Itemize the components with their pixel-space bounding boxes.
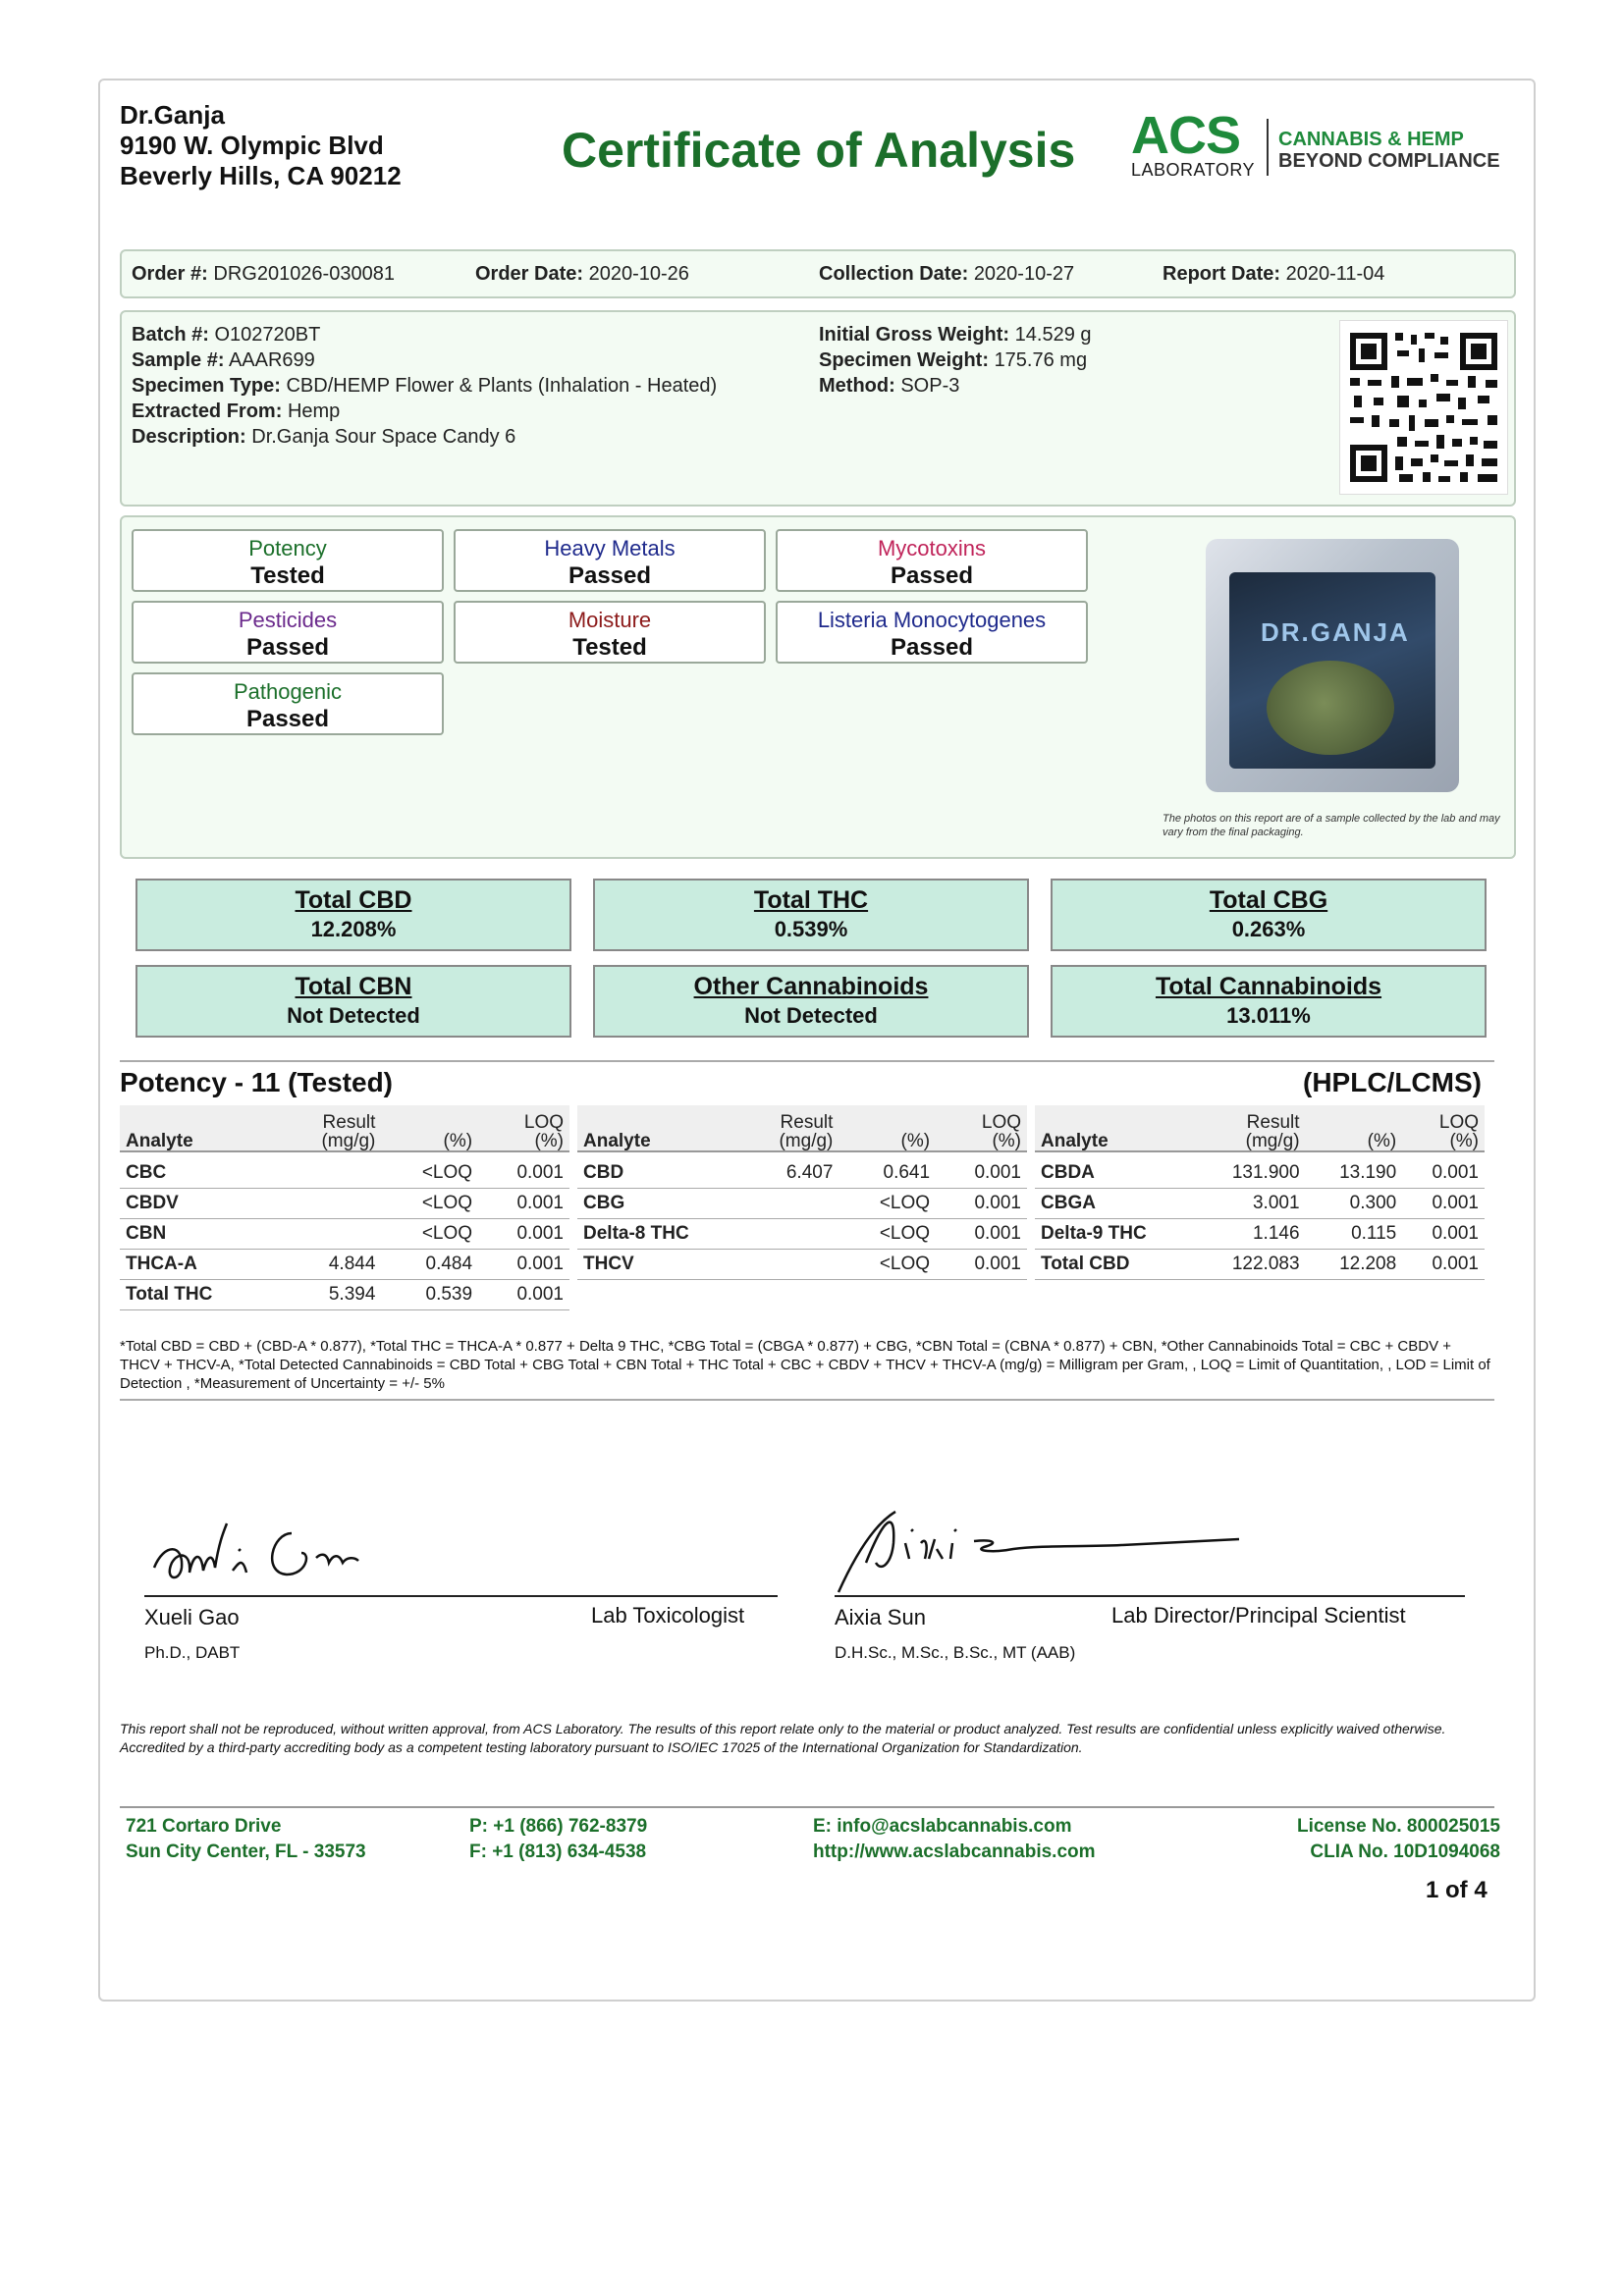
order-date <box>475 263 689 286</box>
clia-number: CLIA No. 10D1094068 <box>1310 1842 1500 1862</box>
summary-title: Total CBG <box>1209 886 1328 914</box>
table-row: CBD 6.407 0.641 0.001 <box>577 1151 1027 1189</box>
test-status: Passed <box>245 634 330 661</box>
batch-value: O102720BT <box>214 324 321 346</box>
test-name: Moisture <box>568 608 652 632</box>
sample-info-box <box>120 310 1516 507</box>
order-date-label: Order Date: <box>475 263 584 285</box>
lab-website-link[interactable]: http://www.acslabcannabis.com <box>813 1842 1096 1862</box>
lab-phone-fax <box>469 1814 647 1865</box>
test-card-pathogenic <box>132 672 444 735</box>
report-date <box>1163 263 1384 286</box>
method <box>819 375 959 398</box>
potency-footnote: *Total CBD = CBD + (CBD-A * 0.877), *Total THC = THCA-A * 0.877 + Delta 9 THC, *CBG Total = (CBGA * 0.877) + CBG, *CBN Total = (CBNA * 0.877) + CBN, *Other Cannabinoids Total = CBC + CBDV + THCV + THCV-A, *Total Detected Cannabinoids = CBD Total + CBG Total + CBN Total + THC Total + CBC + CBDV + THCV + THCV-A (mg/g) = Milligram per Gram, , LOQ = Limit of Quantitation, , LOD = Limit of Detection , *Measurement of Uncertainty = +/- 5% <box>120 1338 1490 1392</box>
sample-label: Sample #: <box>132 349 225 371</box>
summary-total-cbg <box>1051 879 1487 951</box>
table-row: Total THC 5.394 0.539 0.001 <box>120 1280 569 1310</box>
col-analyte: Analyte <box>577 1105 736 1151</box>
signer-1-role: Lab Toxicologist <box>591 1603 745 1628</box>
potency-table-1 <box>120 1105 569 1310</box>
summary-title: Total CBN <box>295 973 412 1000</box>
test-card-pesticides <box>132 601 444 664</box>
col-percent: (%) <box>839 1105 936 1151</box>
specimen-type <box>132 375 717 398</box>
collection-date-label: Collection Date: <box>819 263 969 285</box>
logo-divider <box>1267 119 1269 176</box>
section-divider <box>120 1060 1494 1062</box>
test-card-listeria <box>776 601 1088 664</box>
sample-value: AAAR699 <box>228 349 315 371</box>
description-value: Dr.Ganja Sour Space Candy 6 <box>251 426 516 448</box>
table-row: CBDV <LOQ 0.001 <box>120 1189 569 1219</box>
summary-value: 12.208% <box>310 917 397 941</box>
gross-weight-label: Initial Gross Weight: <box>819 324 1010 346</box>
extracted-from-label: Extracted From: <box>132 400 283 422</box>
summary-value: Not Detected <box>287 1003 420 1028</box>
logo-tagline-1: CANNABIS & HEMP <box>1278 129 1464 150</box>
test-name: Mycotoxins <box>877 536 987 561</box>
specimen-weight-label: Specimen Weight: <box>819 349 989 371</box>
table-row: Delta-9 THC 1.146 0.115 0.001 <box>1035 1219 1485 1250</box>
specimen-type-label: Specimen Type: <box>132 375 281 397</box>
table-row: THCA-A 4.844 0.484 0.001 <box>120 1250 569 1280</box>
footnote-divider <box>120 1399 1494 1401</box>
batch-label: Batch #: <box>132 324 209 346</box>
lab-address-line1: 721 Cortaro Drive <box>126 1816 282 1837</box>
client-address-line1: 9190 W. Olympic Blvd <box>120 131 384 160</box>
potency-table-2 <box>577 1105 1027 1280</box>
lab-phone: P: +1 (866) 762-8379 <box>469 1816 648 1837</box>
test-status: Tested <box>572 634 647 661</box>
order-info-bar <box>120 249 1516 298</box>
report-date-value: 2020-11-04 <box>1285 263 1385 285</box>
client-name: Dr.Ganja <box>120 100 225 130</box>
signer-2-credentials: D.H.Sc., M.Sc., B.Sc., MT (AAB) <box>835 1643 1076 1662</box>
batch-number <box>132 324 320 347</box>
order-number <box>132 263 395 286</box>
summary-value: 13.011% <box>1226 1003 1311 1028</box>
potency-title: Potency - 11 (Tested) <box>120 1067 394 1097</box>
signer-1-name: Xueli Gao <box>144 1605 240 1629</box>
test-card-heavy-metals <box>454 529 766 592</box>
table-row: CBC <LOQ 0.001 <box>120 1151 569 1189</box>
summary-other-cannabinoids <box>593 965 1029 1038</box>
flower-bud-image <box>1267 661 1394 755</box>
extracted-from <box>132 400 340 423</box>
test-name: Listeria Monocytogenes <box>817 608 1047 632</box>
test-status: Passed <box>890 562 974 589</box>
certificate-page <box>98 79 1536 2002</box>
signer-1-credentials: Ph.D., DABT <box>144 1643 241 1662</box>
lab-address <box>126 1814 366 1865</box>
description-label: Description: <box>132 426 246 448</box>
summary-title: Total THC <box>753 886 869 914</box>
photo-note: The photos on this report are of a sample collected by the lab and may vary from the final packaging. <box>1163 813 1500 838</box>
acs-logo <box>1131 106 1500 181</box>
gross-weight <box>819 324 1092 347</box>
order-date-value: 2020-10-26 <box>588 263 689 285</box>
lab-email-link[interactable]: E: info@acslabcannabis.com <box>813 1816 1072 1837</box>
summary-title: Total CBD <box>295 886 412 914</box>
test-name: Pesticides <box>238 608 338 632</box>
summary-total-cannabinoids <box>1051 965 1487 1038</box>
signer-2-name: Aixia Sun <box>835 1605 926 1629</box>
test-card-moisture <box>454 601 766 664</box>
test-card-potency <box>132 529 444 592</box>
test-status: Passed <box>245 706 330 732</box>
sample-number <box>132 349 315 372</box>
order-number-value: DRG201026-030081 <box>213 263 395 285</box>
lab-address-line2: Sun City Center, FL - 33573 <box>126 1842 366 1862</box>
qr-code-icon[interactable] <box>1339 320 1508 495</box>
page-number: 1 of 4 <box>1426 1877 1488 1903</box>
table-row: Delta-8 THC <LOQ 0.001 <box>577 1219 1027 1250</box>
table-row: CBGA 3.001 0.300 0.001 <box>1035 1189 1485 1219</box>
report-date-label: Report Date: <box>1163 263 1281 285</box>
test-card-mycotoxins <box>776 529 1088 592</box>
document-title: Certificate of Analysis <box>562 123 1076 178</box>
lab-licenses <box>1297 1814 1500 1865</box>
col-analyte: Analyte <box>120 1105 279 1151</box>
col-percent: (%) <box>381 1105 478 1151</box>
table-row: Total CBD 122.083 12.208 0.001 <box>1035 1250 1485 1280</box>
client-block <box>120 100 402 191</box>
collection-date <box>819 263 1074 286</box>
specimen-type-value: CBD/HEMP Flower & Plants (Inhalation - Heated) <box>286 375 718 397</box>
col-analyte: Analyte <box>1035 1105 1194 1151</box>
summary-value: 0.539% <box>774 917 848 941</box>
signature-aixia-sun <box>827 1504 1259 1598</box>
client-address-line2: Beverly Hills, CA 90212 <box>120 161 402 190</box>
potency-table-3 <box>1035 1105 1485 1280</box>
summary-title: Total Cannabinoids <box>1155 973 1382 1000</box>
test-name: Heavy Metals <box>544 536 676 561</box>
summary-value: 0.263% <box>1231 917 1306 941</box>
collection-date-value: 2020-10-27 <box>973 263 1075 285</box>
col-result: Result (mg/g) <box>279 1105 381 1151</box>
col-loq: LOQ (%) <box>1402 1105 1485 1151</box>
summary-title: Other Cannabinoids <box>693 973 929 1000</box>
col-loq: LOQ (%) <box>478 1105 569 1151</box>
test-name: Potency <box>248 536 327 561</box>
logo-acs-text: ACS <box>1131 106 1241 165</box>
description <box>132 426 515 449</box>
summary-total-cbn <box>135 965 571 1038</box>
method-value: SOP-3 <box>900 375 960 397</box>
table-row: THCV <LOQ 0.001 <box>577 1250 1027 1280</box>
lab-fax: F: +1 (813) 634-4538 <box>469 1842 647 1862</box>
license-number: License No. 800025015 <box>1296 1816 1500 1837</box>
product-brand-text: DR.GANJA <box>1261 617 1410 647</box>
gross-weight-value: 14.529 g <box>1014 324 1092 346</box>
specimen-weight <box>819 349 1087 372</box>
signature-line-2 <box>835 1595 1465 1597</box>
specimen-weight-value: 175.76 mg <box>994 349 1088 371</box>
table-row: CBN <LOQ 0.001 <box>120 1219 569 1250</box>
signer-2-role: Lab Director/Principal Scientist <box>1111 1603 1406 1628</box>
col-result: Result (mg/g) <box>736 1105 839 1151</box>
col-result: Result (mg/g) <box>1194 1105 1306 1151</box>
signature-line-1 <box>144 1595 778 1597</box>
footer-divider <box>120 1806 1494 1808</box>
logo-tagline-2: BEYOND COMPLIANCE <box>1278 150 1500 172</box>
test-name: Pathogenic <box>233 679 343 704</box>
summary-total-thc <box>593 879 1029 951</box>
test-status: Tested <box>250 562 325 589</box>
summary-total-cbd <box>135 879 571 951</box>
test-status: Passed <box>890 634 974 661</box>
logo-lab-text: LABORATORY <box>1131 160 1256 180</box>
disclaimer-text: This report shall not be reproduced, without written approval, from ACS Laboratory. The results of this report relate only to the material or product analyzed. Test results are confidential unless explicitly waived otherwise. Accredited by a third-party accrediting body as a competent testing laboratory pursuant to ISO/IEC 17025 of the International Organization for Standardization. <box>120 1721 1446 1755</box>
method-label: Method: <box>819 375 895 397</box>
signature-xueli-gao <box>144 1514 459 1592</box>
product-photo <box>1206 539 1459 792</box>
extracted-from-value: Hemp <box>287 400 341 422</box>
col-loq: LOQ (%) <box>936 1105 1027 1151</box>
summary-value: Not Detected <box>744 1003 878 1028</box>
order-number-label: Order #: <box>132 263 208 285</box>
tests-panel <box>120 515 1516 859</box>
lab-contact <box>813 1814 1096 1865</box>
potency-method: (HPLC/LCMS) <box>1303 1067 1482 1097</box>
table-row: CBDA 131.900 13.190 0.001 <box>1035 1151 1485 1189</box>
test-status: Passed <box>568 562 652 589</box>
table-row: CBG <LOQ 0.001 <box>577 1189 1027 1219</box>
col-percent: (%) <box>1306 1105 1403 1151</box>
